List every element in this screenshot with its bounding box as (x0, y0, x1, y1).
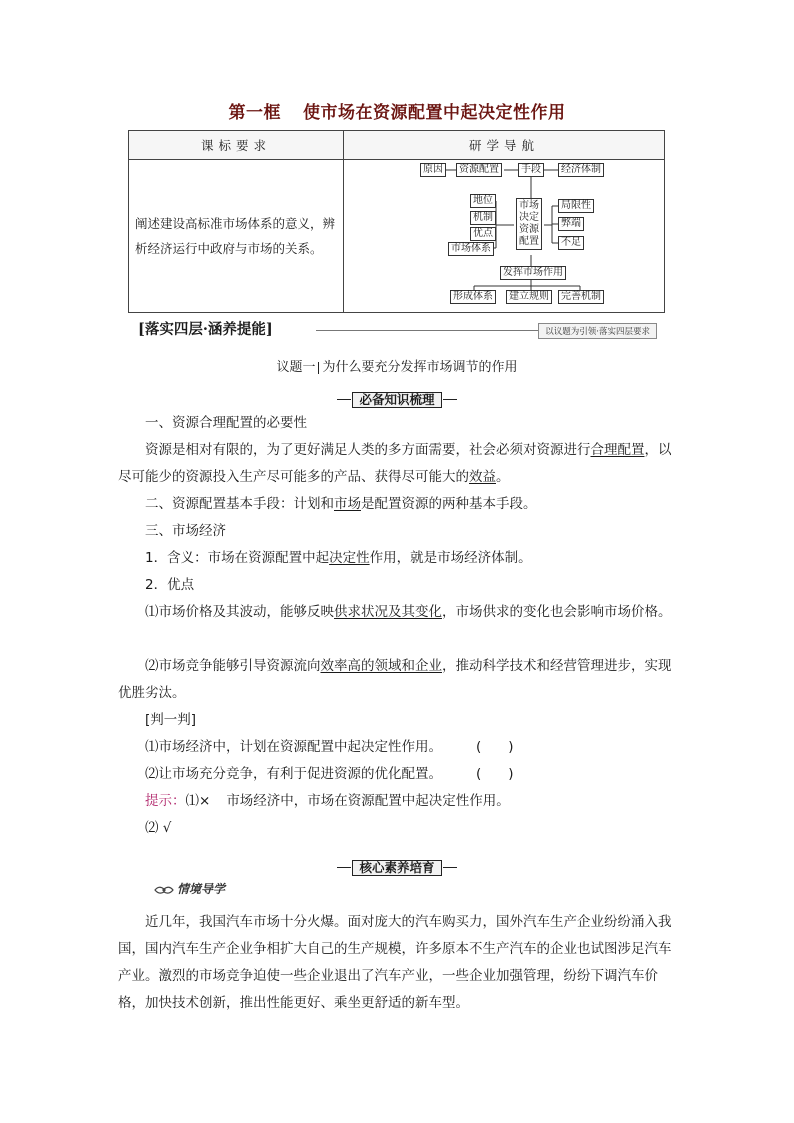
topic-label: 议题一 (276, 360, 316, 375)
adv2-underline: 效率高的领域和企业 (320, 658, 442, 674)
node-advantages: 优点 (470, 227, 496, 241)
adv2-text-b: ，推动科学技术和经营管理进步，实现优胜劣汰。 (118, 658, 672, 701)
title-main: 使市场在资源配置中起决定性作用 (303, 103, 566, 123)
topic-text: 为什么要充分发挥市场调节的作用 (322, 360, 518, 375)
node-establish-rules: 建立规则 (506, 290, 552, 304)
question-1-answer-slot[interactable]: ( ) (476, 739, 514, 755)
p1-text-a: 资源是相对有限的，为了更好满足人类的多方面需要，社会必须对资源进行 (145, 442, 591, 458)
node-limitations: 局限性 (558, 199, 594, 213)
h2-text-b: 是配置资源的两种基本手段。 (361, 496, 537, 512)
h2-text-a: 二、资源配置基本手段：计划和 (145, 496, 334, 512)
adv2-text-a: ⑵市场竞争能够引导资源流向 (145, 658, 321, 674)
hint-line (118, 788, 678, 815)
book-icon (154, 884, 174, 896)
p1-text-b: ，以尽可能少的资源投入生产尽可能多的产品、获得尽可能大的 (118, 442, 672, 485)
node-mechanism: 机制 (470, 211, 496, 225)
heading-necessity: 一、资源合理配置的必要性 (145, 415, 307, 431)
banner-core-label: 核心素养培育 (352, 860, 441, 876)
title-prefix: 第一框 (228, 103, 281, 123)
node-status: 地位 (470, 194, 496, 208)
question-2 (118, 761, 678, 788)
answer-1-text: 市场经济中，市场在资源配置中起决定性作用。 (226, 793, 510, 809)
adv1-text-b: ，市场供求的变化也会影响市场价格。 (442, 604, 672, 620)
section-title: [落实四层·涵养提能] (138, 321, 273, 338)
judge-title: [判一判] (145, 712, 197, 728)
section-bar (128, 318, 665, 340)
node-improve-mechanism: 完善机制 (558, 290, 604, 304)
situation-paragraph: 近几年，我国汽车市场十分火爆。面对庞大的汽车购买力，国外汽车生产企业纷纷涌入我国，国内汽车生产企业争相扩大自己的生产规模，许多原本不生产汽车的企业也试图涉足汽车产业。激烈的市场竞争迫使一些企业退出了汽车产业，一些企业加强管理，纷纷下调汽车价格，加快技术创新，推出性能更好、乘坐更舒适的新车型。 (118, 914, 672, 1011)
node-play-market-role: 发挥市场作用 (500, 266, 566, 280)
header-study-navigation: 研学导航 (344, 131, 665, 160)
node-economic-system: 经济体制 (558, 163, 604, 177)
heading-basic-means (118, 491, 678, 518)
section-subtitle: 以议题为引领·落实四层要求 (538, 323, 657, 339)
node-drawbacks: 弊端 (558, 217, 584, 231)
advantage-2 (118, 653, 678, 707)
question-2-text: ⑵让市场充分竞争，有利于促进资源的优化配置。 (145, 766, 442, 782)
node-resource-allocation: 资源配置 (456, 163, 502, 177)
advantages-heading: 2．优点 (145, 577, 195, 593)
node-means: 手段 (518, 163, 544, 177)
paragraph-necessity (118, 437, 678, 491)
node-market-system: 市场体系 (448, 242, 494, 256)
banner-knowledge-label: 必备知识梳理 (352, 392, 441, 408)
question-1 (118, 734, 678, 761)
d1-text-b: 作用，就是市场经济体制。 (369, 550, 532, 566)
curriculum-table (128, 130, 665, 313)
h2-underline-market: 市场 (334, 496, 361, 512)
node-deficiencies: 不足 (558, 236, 584, 250)
answer-2: ⑵ √ (145, 820, 172, 836)
d1-underline-decisive: 决定性 (329, 550, 370, 566)
banner-knowledge (0, 385, 794, 408)
study-navigation-diagram (344, 160, 665, 313)
situation-guide-text: 情境导学 (177, 882, 226, 896)
topic-heading (0, 356, 794, 375)
question-1-text: ⑴市场经济中，计划在资源配置中起决定性作用。 (145, 739, 442, 755)
p1-underline-rational-allocation: 合理配置 (590, 442, 645, 458)
question-2-answer-slot[interactable]: ( ) (476, 766, 514, 782)
advantage-1 (118, 599, 678, 626)
definition-line (118, 545, 678, 572)
header-curriculum-requirement: 课标要求 (129, 131, 344, 160)
banner-core (0, 853, 794, 876)
d1-text-a: 1．含义：市场在资源配置中起 (145, 550, 330, 566)
node-reason: 原因 (420, 163, 446, 177)
situation-guide-label (154, 880, 225, 897)
node-market-decides: 市场决定资源配置 (516, 198, 542, 250)
p1-underline-benefit: 效益 (469, 469, 496, 485)
node-form-system: 形成体系 (450, 290, 496, 304)
curriculum-requirement-text: 阐述建设高标准市场体系的意义，辨析经济运行中政府与市场的关系。 (129, 160, 344, 313)
adv1-text-a: ⑴市场价格及其波动，能够反映 (145, 604, 334, 620)
p1-text-c: 。 (496, 469, 510, 485)
answer-1-mark: ⑴× (185, 793, 211, 809)
hint-label: 提示： (145, 793, 186, 809)
adv1-underline: 供求状况及其变化 (334, 604, 442, 620)
page-title (0, 98, 794, 123)
heading-market-economy: 三、市场经济 (145, 523, 226, 539)
